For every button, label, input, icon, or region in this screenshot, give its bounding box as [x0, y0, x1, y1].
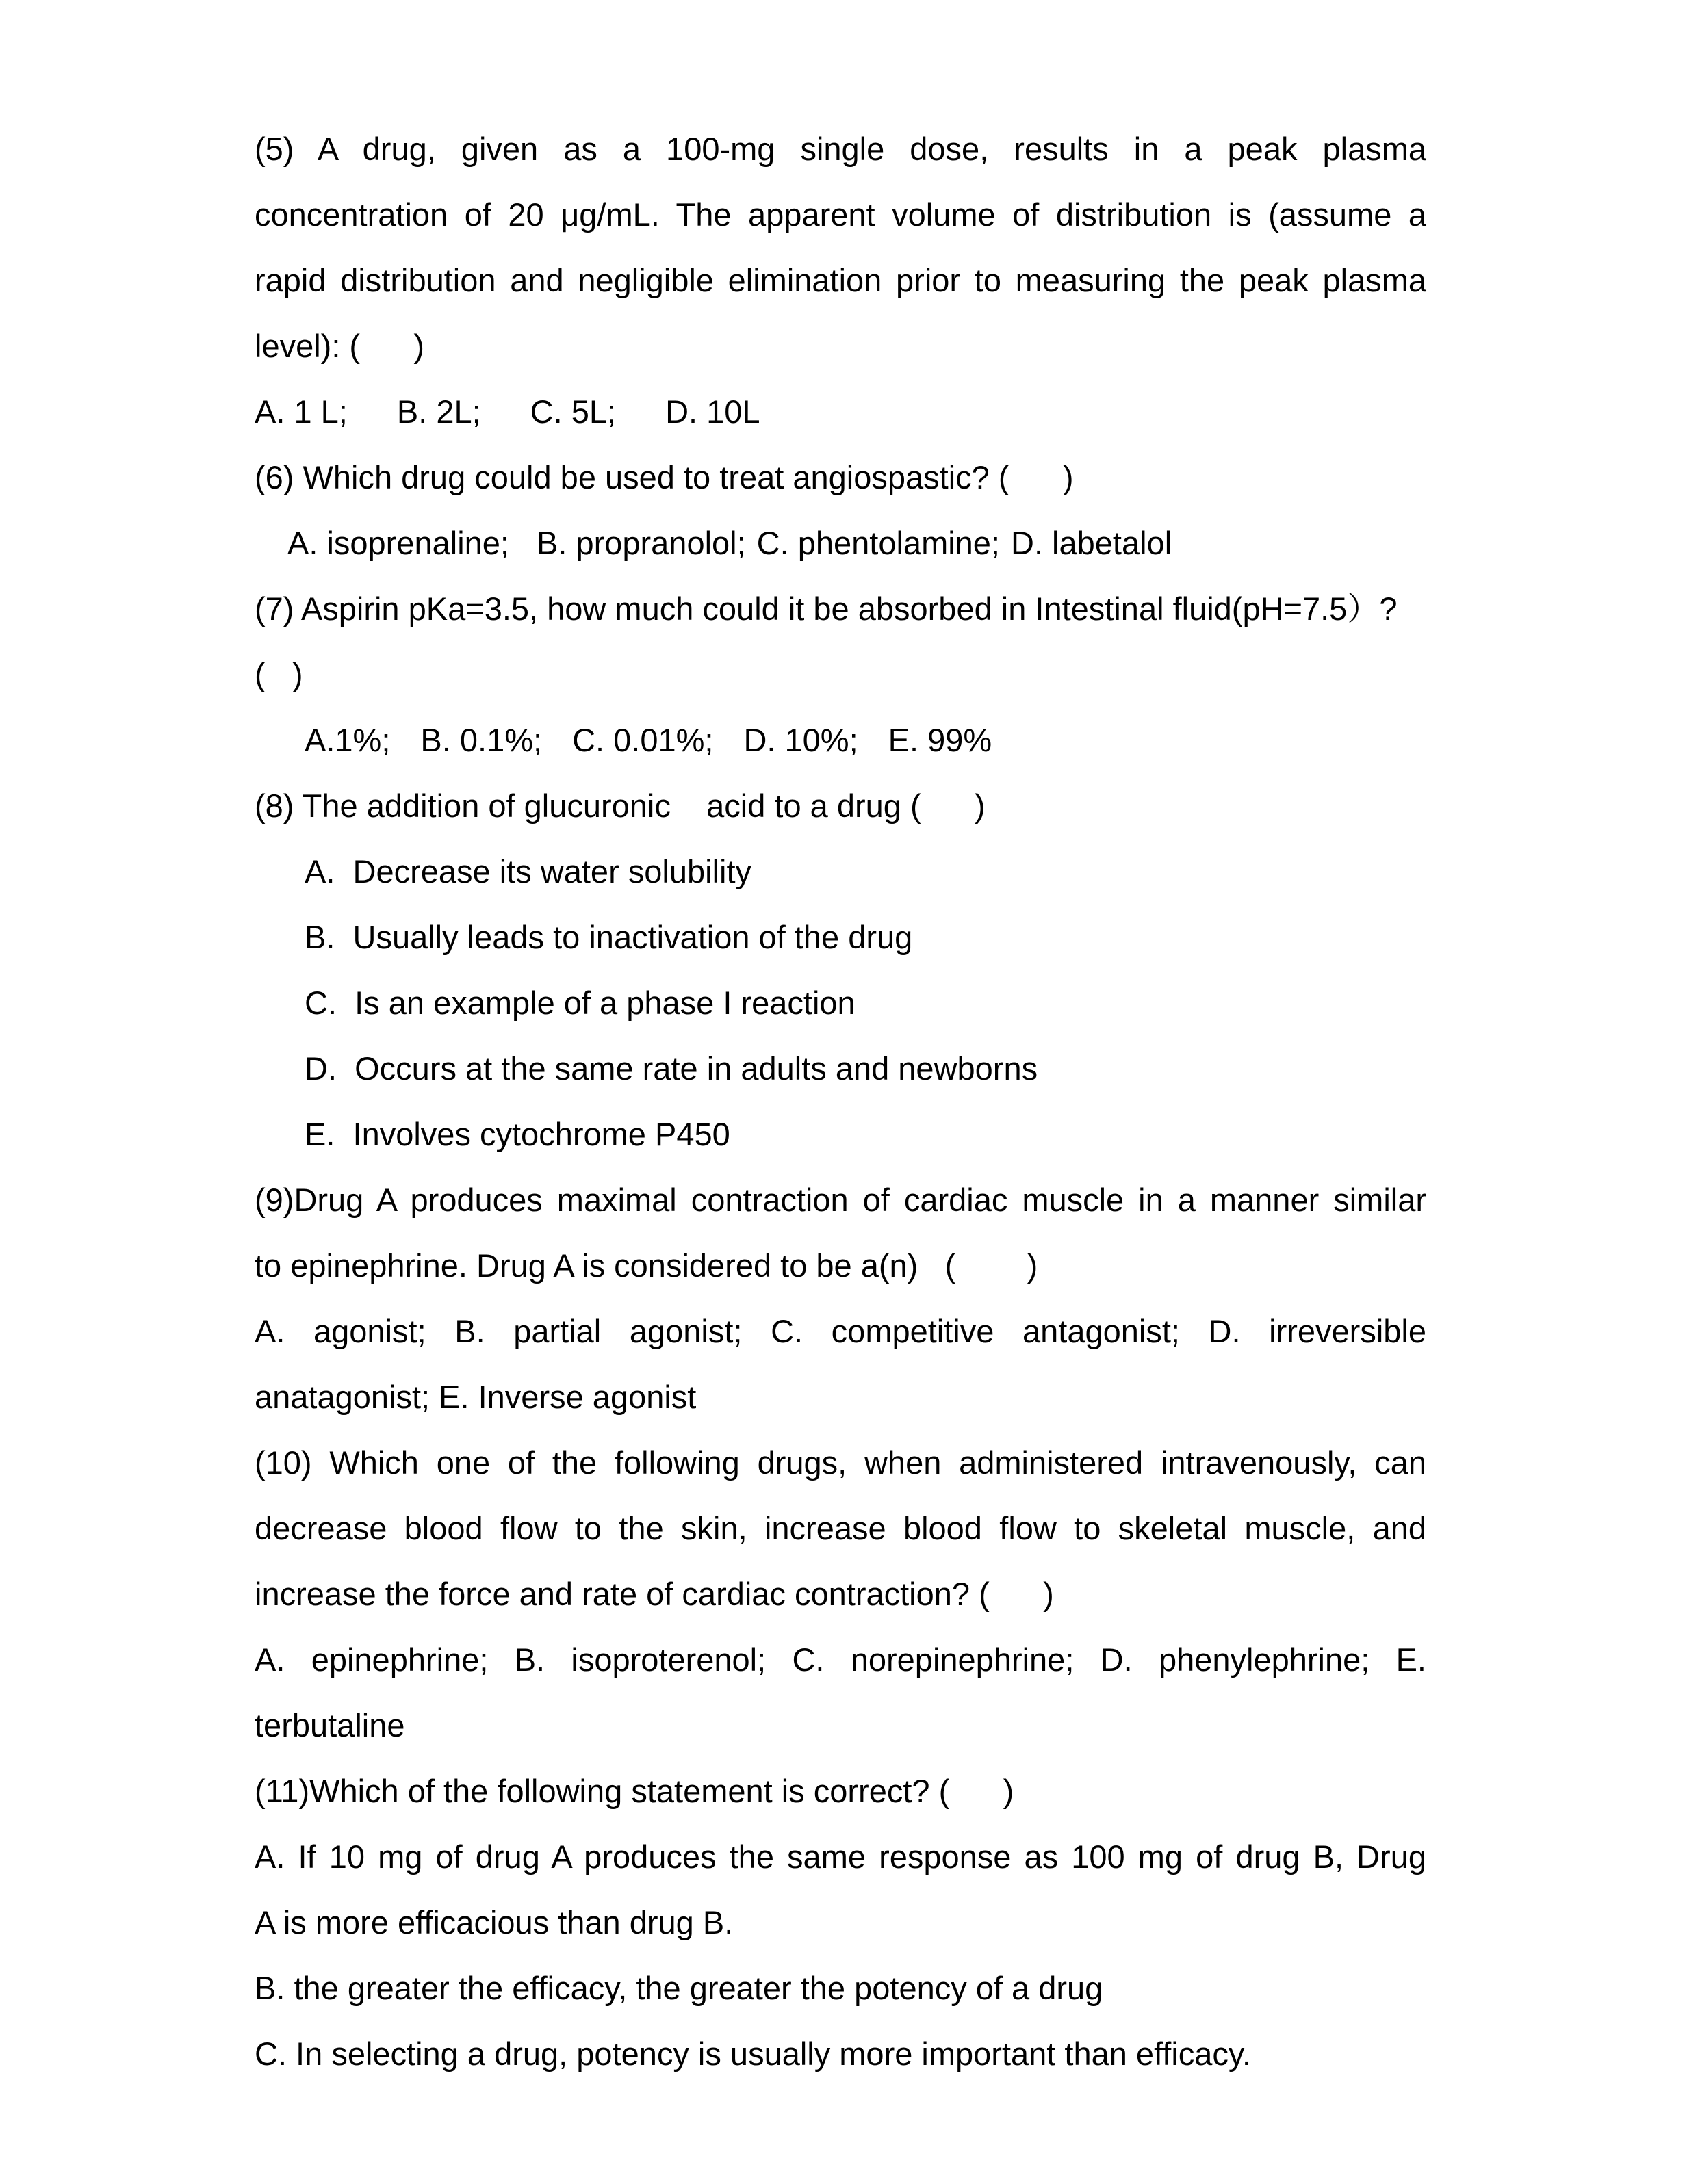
q8-option-c: C. Is an example of a phase I reaction [305, 985, 856, 1021]
q5-options [255, 391, 760, 432]
q11-option-c: C. In selecting a drug, potency is usually more important than efficacy. [255, 2036, 1251, 2072]
q6-option-d: D. labetalol [1011, 525, 1172, 561]
q5-line-3: rapid distribution and negligible elimination prior to measuring the peak plasma [255, 262, 1426, 298]
q10-options-line-1: A. epinephrine; B. isoproterenol; C. norepinephrine; D. phenylephrine; E. [255, 1641, 1426, 1678]
q7-option-b: B. 0.1%; [420, 722, 543, 758]
q8-option-b: B. Usually leads to inactivation of the drug [305, 919, 913, 955]
q11-option-a-line-2: A is more efficacious than drug B. [255, 1904, 734, 1940]
q10-line-2: decrease blood flow to the skin, increase blood flow to skeletal muscle, and [255, 1510, 1426, 1546]
q7-option-e: E. 99% [888, 722, 992, 758]
q6-option-c: C. phentolamine; [756, 525, 1000, 561]
q7-option-a: A.1%; [305, 722, 391, 758]
q5-option-c: C. 5L; [530, 393, 617, 430]
q5-line-1: (5) A drug, given as a 100-mg single dose, results in a peak plasma [255, 131, 1426, 167]
q6-options [287, 523, 1172, 564]
q11-option-a-line-1: A. If 10 mg of drug A produces the same response as 100 mg of drug B, Drug [255, 1838, 1426, 1875]
q6-option-a: A. isoprenaline; [287, 525, 509, 561]
q7-stem: (7) Aspirin pKa=3.5, how much could it be absorbed in Intestinal fluid(pH=7.5）? [255, 590, 1398, 627]
q6-option-b: B. propranolol; [536, 525, 746, 561]
q5-line-2: concentration of 20 μg/mL. The apparent volume of distribution is (assume a [255, 196, 1426, 233]
q10-line-3: increase the force and rate of cardiac contraction? ( ) [255, 1576, 1054, 1612]
q9-options-line-1: A. agonist; B. partial agonist; C. competitive antagonist; D. irreversible [255, 1313, 1426, 1349]
q7-options [305, 720, 992, 761]
q9-options-line-2: anatagonist; E. Inverse agonist [255, 1379, 697, 1415]
q9-line-1: (9)Drug A produces maximal contraction of cardiac muscle in a manner similar [255, 1182, 1426, 1218]
q5-option-a: A. 1 L; [255, 393, 348, 430]
q5-option-d: D. 10L [665, 393, 760, 430]
q5-option-b: B. 2L; [396, 393, 481, 430]
q9-line-2: to epinephrine. Drug A is considered to be a(n) ( ) [255, 1247, 1038, 1284]
q10-options-line-2: terbutaline [255, 1707, 405, 1743]
q11-stem: (11)Which of the following statement is correct? ( ) [255, 1773, 1014, 1809]
q7-option-d: D. 10%; [743, 722, 858, 758]
q5-line-4: level): ( ) [255, 328, 425, 364]
q8-stem: (8) The addition of glucuronic acid to a drug ( ) [255, 788, 986, 824]
q8-option-a: A. Decrease its water solubility [305, 853, 752, 889]
q7-option-c: C. 0.01%; [572, 722, 714, 758]
q7-blank: ( ) [255, 656, 303, 692]
q8-option-e: E. Involves cytochrome P450 [305, 1116, 730, 1152]
q10-line-1: (10) Which one of the following drugs, when administered intravenously, can [255, 1444, 1426, 1481]
q11-option-b: B. the greater the efficacy, the greater the potency of a drug [255, 1970, 1103, 2006]
q6-stem: (6) Which drug could be used to treat angiospastic? ( ) [255, 459, 1074, 495]
q8-option-d: D. Occurs at the same rate in adults and newborns [305, 1050, 1038, 1087]
